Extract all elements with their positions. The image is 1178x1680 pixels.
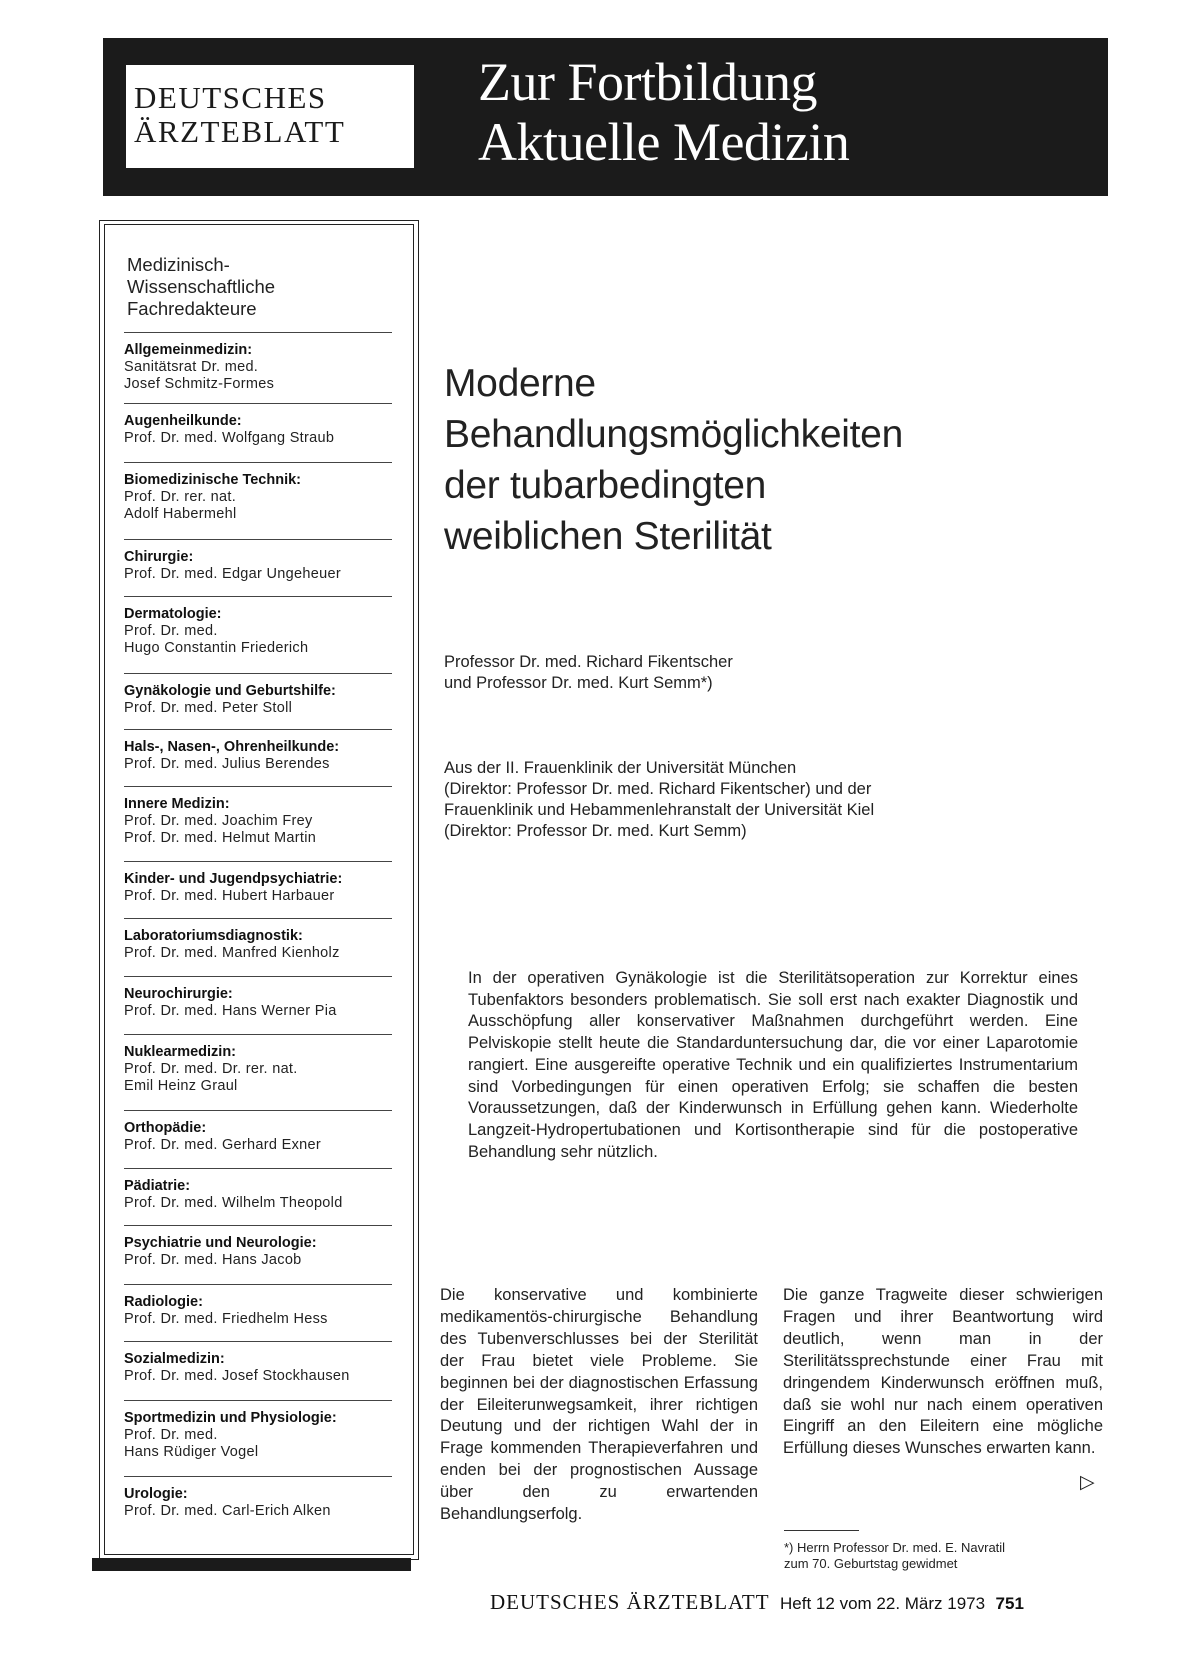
section-divider <box>124 1284 392 1285</box>
editor-section <box>124 986 396 1020</box>
journal-logo <box>126 65 414 168</box>
article-abstract: In der operativen Gynäkologie ist die Sterilitätsoperation zur Korrektur eines Tubenfaktors besonders problematisch. Sie soll erst nach exakter Diagnostik und Ausschöpfung aller konservativer Maßnahmen durchgeführt werden. Eine Pelviskopie stellt heute die Standarduntersuchung dar, die vor einer Laparotomie rangiert. Eine ausgereifte operative Technik und ein qualifiziertes Instrumentarium sind Vorbedingungen für einen operativen Erfolg; sie schaffen die besten Voraussetzungen, daß der Kinderwunsch in Erfüllung gehen kann. Wiederholte Langzeit-Hydropertubationen und Kortisontherapie sind für die postoperative Behandlung sehr nützlich. <box>468 969 1078 1161</box>
page-number: 751 <box>995 1594 1024 1613</box>
editor-name: Prof. Dr. med. Josef Stockhausen <box>124 1368 350 1384</box>
editor-name: Prof. Dr. med. <box>124 1427 218 1443</box>
sidebar-heading-line: Medizinisch- <box>127 254 230 275</box>
specialty-label: Urologie: <box>124 1486 188 1502</box>
editor-name: Prof. Dr. med. Gerhard Exner <box>124 1137 321 1153</box>
article-affiliation <box>444 758 874 842</box>
sidebar-heading <box>127 254 407 320</box>
author-line: Professor Dr. med. Richard Fikentscher <box>444 653 733 671</box>
editor-section <box>124 549 396 583</box>
specialty-label: Radiologie: <box>124 1294 203 1310</box>
article-title-line: der tubarbedingten <box>444 464 767 507</box>
article-title <box>444 358 903 562</box>
editor-name: Hugo Constantin Friederich <box>124 640 309 656</box>
editor-name: Prof. Dr. med. <box>124 623 218 639</box>
header-banner <box>103 38 1108 196</box>
article-title-line: Moderne <box>444 362 596 405</box>
section-title <box>478 52 849 172</box>
specialty-label: Chirurgie: <box>124 549 194 565</box>
logo-line-1: DEUTSCHES <box>134 80 327 115</box>
editor-name: Prof. Dr. med. Helmut Martin <box>124 830 317 846</box>
editor-name: Prof. Dr. med. Dr. rer. nat. <box>124 1061 298 1077</box>
sidebar-heading-line: Wissenschaftliche <box>127 276 276 297</box>
specialty-label: Psychiatrie und Neurologie: <box>124 1235 317 1251</box>
section-divider <box>124 1110 392 1111</box>
specialty-label: Augenheilkunde: <box>124 413 242 429</box>
section-title-line-2: Aktuelle Medizin <box>478 112 850 172</box>
logo-line-2: ÄRZTEBLATT <box>134 114 346 149</box>
section-divider <box>124 1341 392 1342</box>
affiliation-line: (Direktor: Professor Dr. med. Richard Fikentscher) und der <box>444 780 872 798</box>
editor-name: Prof. Dr. med. Friedhelm Hess <box>124 1311 328 1327</box>
specialty-label: Innere Medizin: <box>124 796 230 812</box>
editor-section <box>124 1178 396 1212</box>
editor-section <box>124 1294 396 1328</box>
section-divider <box>124 1476 392 1477</box>
editor-name: Prof. Dr. med. Peter Stoll <box>124 700 293 716</box>
footer-journal-name: DEUTSCHES ÄRZTEBLATT <box>490 1590 770 1614</box>
editor-section <box>124 683 396 717</box>
footer-issue: Heft 12 vom 22. März 1973 <box>780 1594 986 1613</box>
section-divider <box>124 861 392 862</box>
editor-section <box>124 413 396 447</box>
specialty-label: Dermatologie: <box>124 606 222 622</box>
specialty-label: Kinder- und Jugendpsychiatrie: <box>124 871 343 887</box>
editor-name: Prof. Dr. med. Joachim Frey <box>124 813 313 829</box>
body-column-2: Die ganze Tragweite dieser schwierigen Fragen und ihrer Beantwortung wird deutlich, wenn man in der Sterilitätssprechstunde einer Frau mit dringendem Kinderwunsch eröffnen muß, daß sie wohl nur nach einem operativen Eingriff an den Eileitern eine mögliche Erfüllung dieses Wunsches erwarten kann. <box>783 1286 1103 1458</box>
page-footer <box>490 1590 1024 1615</box>
section-divider <box>124 1034 392 1035</box>
editor-section <box>124 1351 396 1385</box>
specialty-label: Orthopädie: <box>124 1120 207 1136</box>
section-divider <box>124 539 392 540</box>
author-line: und Professor Dr. med. Kurt Semm*) <box>444 674 713 692</box>
editor-section <box>124 1120 396 1154</box>
editor-name: Prof. Dr. med. Hans Jacob <box>124 1252 302 1268</box>
section-divider <box>124 462 392 463</box>
editor-name: Sanitätsrat Dr. med. <box>124 359 259 375</box>
specialty-label: Pädiatrie: <box>124 1178 191 1194</box>
sidebar-bottom-bar <box>92 1558 411 1571</box>
specialty-label: Sozialmedizin: <box>124 1351 225 1367</box>
specialty-label: Biomedizinische Technik: <box>124 472 301 488</box>
section-divider <box>124 332 392 333</box>
specialty-label: Neurochirurgie: <box>124 986 233 1002</box>
section-divider <box>124 1400 392 1401</box>
footnote-divider <box>784 1530 859 1531</box>
affiliation-line: (Direktor: Professor Dr. med. Kurt Semm) <box>444 822 747 840</box>
editor-section <box>124 796 396 847</box>
section-divider <box>124 729 392 730</box>
specialty-label: Gynäkologie und Geburtshilfe: <box>124 683 336 699</box>
editor-section <box>124 1486 396 1520</box>
footnote-line: zum 70. Geburtstag gewidmet <box>784 1556 958 1571</box>
section-divider <box>124 1168 392 1169</box>
affiliation-line: Aus der II. Frauenklinik der Universität München <box>444 759 797 777</box>
editor-name: Prof. Dr. med. Hans Werner Pia <box>124 1003 337 1019</box>
section-divider <box>124 403 392 404</box>
continue-arrow-icon: ▷ <box>1080 1472 1095 1493</box>
editor-name: Prof. Dr. rer. nat. <box>124 489 237 505</box>
editor-name: Josef Schmitz-Formes <box>124 376 275 392</box>
section-divider <box>124 918 392 919</box>
editor-section <box>124 739 396 773</box>
editor-section <box>124 928 396 962</box>
footnote-line: *) Herrn Professor Dr. med. E. Navratil <box>784 1540 1006 1555</box>
sidebar-heading-line: Fachredakteure <box>127 298 257 319</box>
section-divider <box>124 596 392 597</box>
footnote <box>784 1540 1005 1572</box>
editor-section <box>124 1235 396 1269</box>
section-divider <box>124 1225 392 1226</box>
editor-name: Prof. Dr. med. Wolfgang Straub <box>124 430 335 446</box>
specialty-label: Nuklearmedizin: <box>124 1044 236 1060</box>
article-authors <box>444 652 733 694</box>
editor-section <box>124 1410 396 1461</box>
editor-section <box>124 606 396 657</box>
section-divider <box>124 976 392 977</box>
editor-name: Adolf Habermehl <box>124 506 237 522</box>
section-divider <box>124 673 392 674</box>
editor-section <box>124 342 396 393</box>
section-title-line-1: Zur Fortbildung <box>478 52 817 112</box>
body-column-1: Die konservative und kombinierte medikamentös-chirurgische Behandlung des Tubenverschlusses bei der Sterilität der Frau bietet viele Probleme. Sie beginnen bei der diagnostischen Erfassung der Eileiterunwegsamkeit, ihrer richtigen Deutung und der richtigen Wahl der in Frage kommenden Therapieverfahren und enden bei der prognostischen Aussage über den zu erwartenden Behandlungserfolg. <box>440 1286 758 1524</box>
specialty-label: Laboratoriumsdiagnostik: <box>124 928 303 944</box>
editor-section <box>124 472 396 523</box>
editor-section <box>124 1044 396 1095</box>
editor-name: Prof. Dr. med. Edgar Ungeheuer <box>124 566 341 582</box>
specialty-label: Hals-, Nasen-, Ohrenheilkunde: <box>124 739 340 755</box>
affiliation-line: Frauenklinik und Hebammenlehranstalt der Universität Kiel <box>444 801 875 819</box>
editor-name: Prof. Dr. med. Carl-Erich Alken <box>124 1503 331 1519</box>
specialty-label: Sportmedizin und Physiologie: <box>124 1410 337 1426</box>
editor-name: Prof. Dr. med. Manfred Kienholz <box>124 945 340 961</box>
editor-section <box>124 871 396 905</box>
editor-name: Prof. Dr. med. Hubert Harbauer <box>124 888 335 904</box>
specialty-label: Allgemeinmedizin: <box>124 342 253 358</box>
editor-name: Prof. Dr. med. Julius Berendes <box>124 756 330 772</box>
editor-name: Hans Rüdiger Vogel <box>124 1444 259 1460</box>
editor-name: Emil Heinz Graul <box>124 1078 238 1094</box>
article-title-line: weiblichen Sterilität <box>444 515 772 558</box>
editor-name: Prof. Dr. med. Wilhelm Theopold <box>124 1195 343 1211</box>
article-title-line: Behandlungsmöglichkeiten <box>444 413 903 456</box>
section-divider <box>124 786 392 787</box>
